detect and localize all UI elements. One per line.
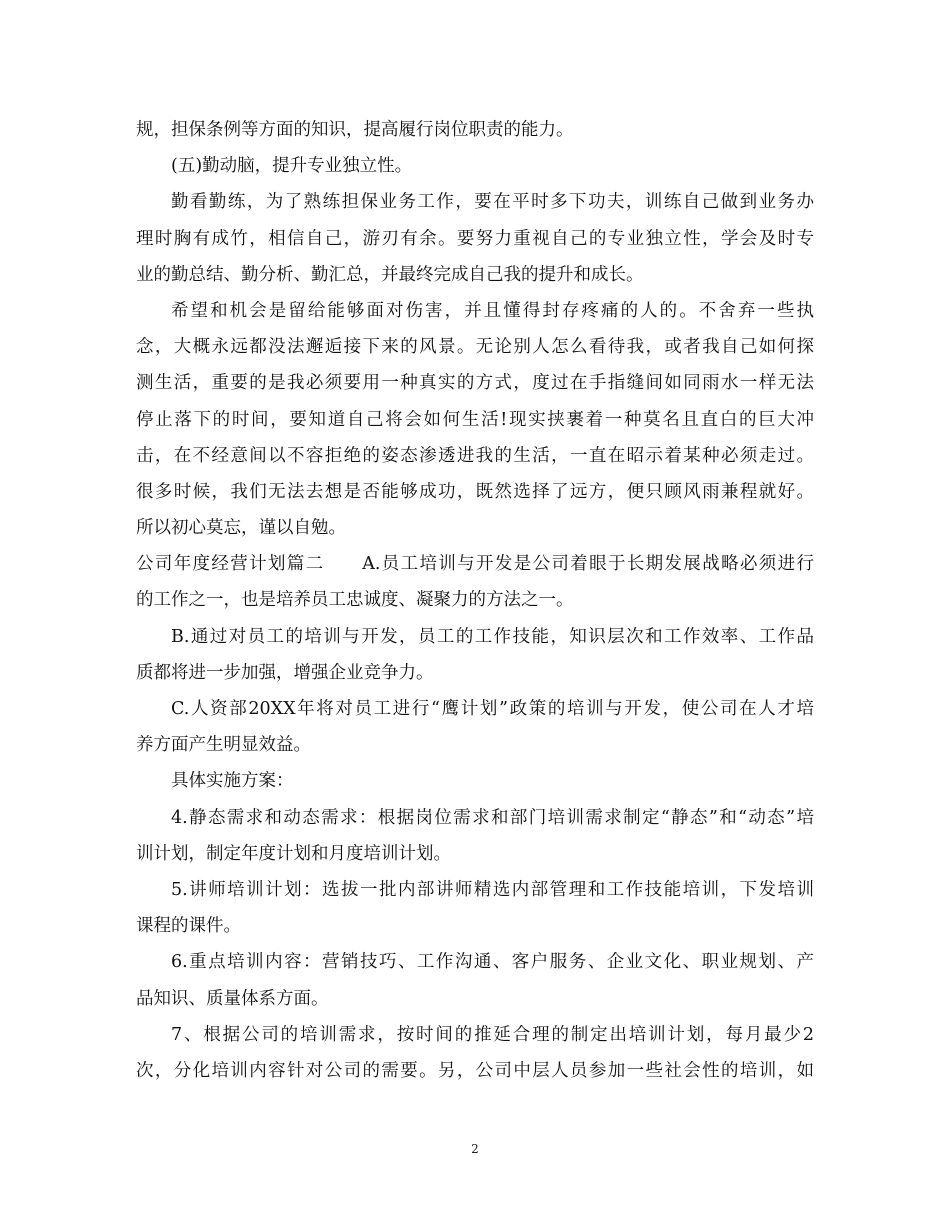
paragraph-line: 测生活，重要的是我必须要用一种真实的方式，度过在手指缝间如同雨水一样无法 — [136, 373, 814, 394]
paragraph-line: 理时胸有成竹，相信自己，游刃有余。要努力重视自己的专业独立性，学会及时专 — [136, 228, 814, 249]
list-item-line: 6.重点培训内容：营销技巧、工作沟通、客户服务、企业文化、职业规划、产 — [171, 952, 814, 973]
paragraph-line: C.人资部20XX年将对员工进行“鹰计划”政策的培训与开发，使公司在人才培 — [171, 699, 814, 719]
list-item-line: 5.讲师培训计划：选拔一批内部讲师精选内部管理和工作技能培训，下发培训 — [171, 879, 814, 900]
paragraph-line: 击，在不经意间以不容拒绝的姿态渗透进我的生活，一直在昭示着某种必须走过。 — [136, 445, 814, 466]
list-item-line: 4.静态需求和动态需求：根据岗位需求和部门培训需求制定“静态”和“动态”培 — [171, 807, 814, 828]
subheading-line: 具体实施方案： — [171, 771, 294, 792]
paragraph-line: 很多时候，我们无法去想是否能够成功，既然选择了远方，便只顾风雨兼程就好。 — [136, 481, 814, 502]
paragraph-line: B.通过对员工的培训与开发，员工的工作技能，知识层次和工作效率、工作品 — [171, 626, 814, 647]
list-item-line: 品知识、质量体系方面。 — [136, 988, 329, 1009]
document-body — [136, 112, 814, 1089]
section-heading: (五)勤动脑，提升专业独立性。 — [171, 156, 413, 177]
paragraph-line: 念，大概永远都没法邂逅接下来的风景。无论别人怎么看待我，或者我自己如何探 — [136, 337, 814, 358]
list-item-line: 次，分化培训内容针对公司的需要。另，公司中层人员参加一些社会性的培训，如 — [136, 1060, 814, 1081]
list-item-line: 训计划，制定年度计划和月度培训计划。 — [136, 843, 451, 864]
section-title-line: 公司年度经营计划篇二 A.员工培训与开发是公司着眼于长期发展战略必须进行 — [136, 554, 814, 575]
paragraph-line: 养方面产生明显效益。 — [136, 735, 311, 756]
list-item-line: 7、根据公司的培训需求，按时间的推延合理的制定出培训计划，每月最少2 — [171, 1024, 814, 1045]
paragraph-line: 业的勤总结、勤分析、勤汇总，并最终完成自己我的提升和成长。 — [136, 264, 644, 285]
paragraph-line: 所以初心莫忘，谨以自勉。 — [136, 518, 346, 539]
paragraph-line: 希望和机会是留给能够面对伤害，并且懂得封存疼痛的人的。不舍弃一些执 — [171, 300, 814, 321]
paragraph-line: 规，担保条例等方面的知识，提高履行岗位职责的能力。 — [136, 120, 574, 140]
paragraph-line: 停止落下的时间，要知道自己将会如何生活!现实挟裹着一种莫名且直白的巨大冲 — [136, 409, 814, 430]
paragraph-line: 勤看勤练，为了熟练担保业务工作，要在平时多下功夫，训练自己做到业务办 — [171, 192, 814, 213]
paragraph-line: 质都将进一步加强，增强企业竞争力。 — [136, 662, 434, 683]
paragraph-line: 的工作之一，也是培养员工忠诚度、凝聚力的方法之一。 — [136, 590, 574, 611]
list-item-line: 课程的课件。 — [136, 916, 241, 937]
page-number: 2 — [471, 1142, 479, 1156]
